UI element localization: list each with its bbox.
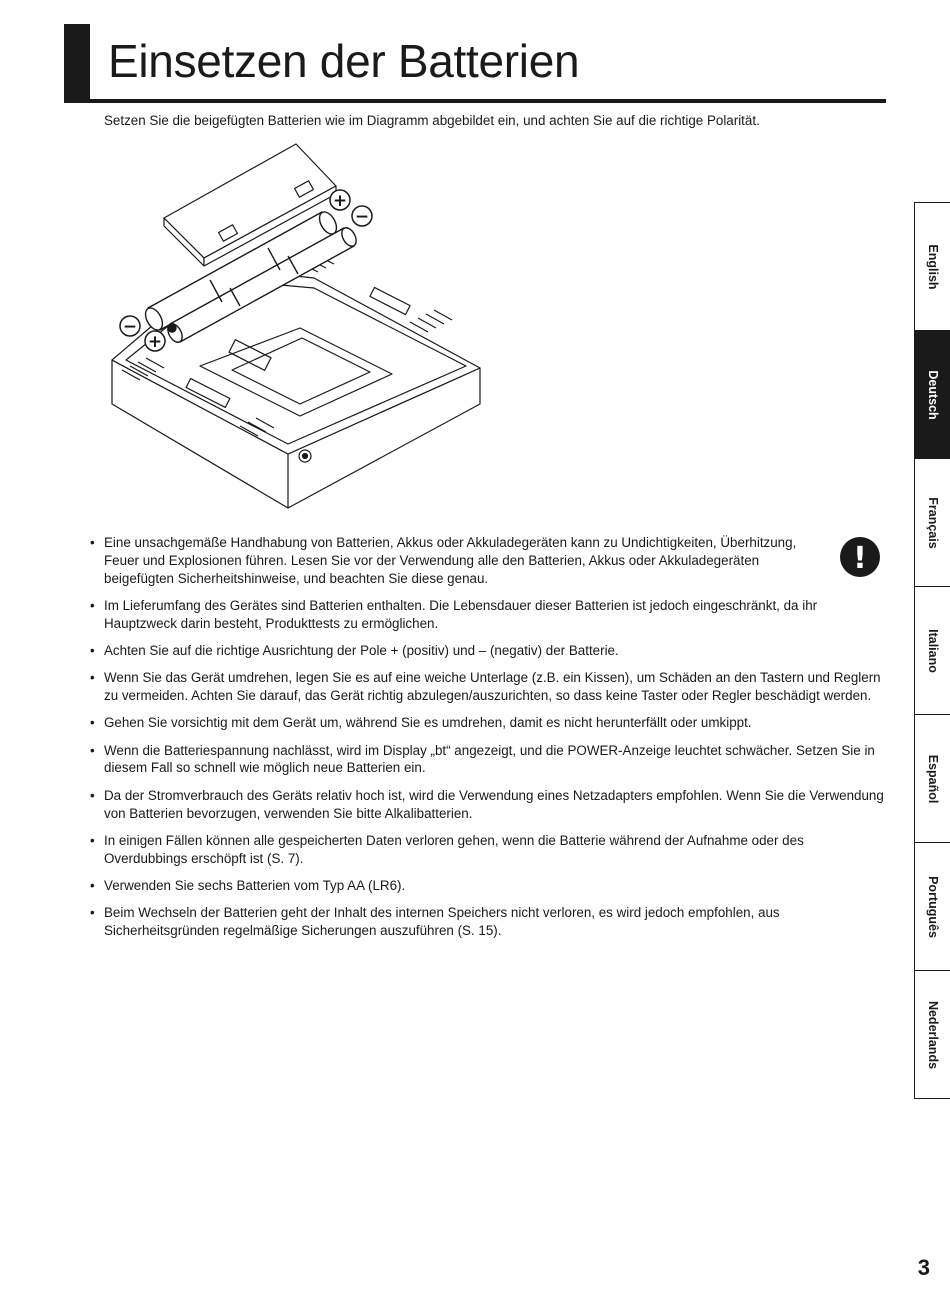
list-item bbox=[90, 904, 890, 940]
bullet: • bbox=[90, 832, 95, 848]
bullet: • bbox=[90, 787, 95, 803]
list-item bbox=[90, 669, 890, 705]
polarity-minus-bottom-icon bbox=[120, 316, 140, 337]
tab-label: Español bbox=[925, 754, 940, 804]
tab-francais[interactable] bbox=[914, 459, 950, 587]
title-underline bbox=[64, 99, 886, 103]
svg-text:+: + bbox=[332, 191, 348, 211]
bullet: • bbox=[90, 715, 95, 731]
language-tabs bbox=[914, 202, 950, 1103]
note-text: Beim Wechseln der Batterien geht der Inhalt des internen Speichers nicht verloren, es wird jedoch empfohlen, aus Sicherheitsgründen regelmäßige Sicherungen auszuführen (S. 15). bbox=[104, 905, 780, 939]
svg-text:−: − bbox=[122, 317, 138, 337]
notes-list bbox=[90, 534, 890, 949]
svg-text:!: ! bbox=[853, 541, 867, 576]
tab-deutsch[interactable] bbox=[914, 331, 950, 459]
note-text: Achten Sie auf die richtige Ausrichtung der Pole + (positiv) und – (negativ) der Batterie. bbox=[104, 642, 619, 658]
page-title: Einsetzen der Batterien bbox=[108, 35, 580, 87]
device-bottom-housing bbox=[112, 254, 480, 508]
note-text: Im Lieferumfang des Gerätes sind Batterien enthalten. Die Lebensdauer dieser Batterien ist jedoch eingeschränkt, da ihr Hauptzweck darin besteht, Produkttests zu ermöglichen. bbox=[104, 597, 818, 631]
note-text: Gehen Sie vorsichtig mit dem Gerät um, während Sie es umdrehen, damit es nicht herunterfällt oder umkippt. bbox=[104, 715, 752, 731]
note-text: Wenn die Batteriespannung nachlässt, wird im Display „bt“ angezeigt, und die POWER-Anzeige leuchtet schwächer. Setzen Sie in diesem Fall so schnell wie möglich neue Batterien ein. bbox=[104, 742, 875, 776]
note-text: Verwenden Sie sechs Batterien vom Typ AA (LR6). bbox=[104, 877, 406, 893]
title-accent-bar bbox=[64, 24, 90, 102]
polarity-plus-bottom-icon bbox=[145, 331, 165, 352]
polarity-minus-top-icon bbox=[352, 206, 372, 227]
list-item bbox=[90, 597, 890, 633]
page-number: 3 bbox=[917, 1255, 930, 1280]
bullet: • bbox=[90, 642, 95, 658]
list-item bbox=[90, 742, 890, 778]
tab-label: Nederlands bbox=[925, 1000, 940, 1070]
tab-label: English bbox=[925, 244, 940, 290]
bullet: • bbox=[90, 670, 95, 686]
list-item bbox=[90, 534, 824, 587]
list-item bbox=[90, 714, 890, 732]
svg-text:−: − bbox=[354, 207, 370, 227]
tab-italiano[interactable] bbox=[914, 587, 950, 715]
tab-portugues[interactable] bbox=[914, 843, 950, 971]
list-item bbox=[90, 787, 890, 823]
list-item bbox=[90, 877, 890, 895]
tab-english[interactable] bbox=[914, 203, 950, 331]
tab-label: Português bbox=[925, 876, 940, 938]
bullet: • bbox=[90, 877, 95, 893]
tab-label: Français bbox=[925, 497, 940, 549]
bullet: • bbox=[90, 597, 95, 613]
polarity-plus-top-icon bbox=[330, 190, 350, 211]
bullet: • bbox=[90, 535, 95, 550]
list-item bbox=[90, 832, 890, 868]
tab-nederlands[interactable] bbox=[914, 971, 950, 1099]
note-text: Da der Stromverbrauch des Geräts relativ hoch ist, wird die Verwendung eines Netzadapters empfohlen. Wenn Sie die Verwendung von Batterien bevorzugen, verwenden Sie bitte Alkalibatterien. bbox=[104, 787, 884, 821]
tab-espanol[interactable] bbox=[914, 715, 950, 843]
tab-label: Italiano bbox=[925, 629, 940, 673]
bullet: • bbox=[90, 905, 95, 921]
note-text: Wenn Sie das Gerät umdrehen, legen Sie es auf eine weiche Unterlage (z.B. ein Kissen), um Schäden an den Tastern und Reglern zu vermeiden. Achten Sie darauf, das Gerät richtig abzulegen/auszurichten, so dass keine Taster oder Regler beschädigt werden. bbox=[104, 670, 881, 704]
tab-label: Deutsch bbox=[925, 370, 940, 420]
note-text: In einigen Fällen können alle gespeicherten Daten verloren gehen, wenn die Batterie während der Aufnahme oder des Overdubbings erschöpft ist (S. 7). bbox=[104, 832, 804, 866]
svg-text:+: + bbox=[147, 332, 163, 352]
battery-installation-diagram bbox=[100, 138, 500, 510]
note-text: Eine unsachgemäße Handhabung von Batterien, Akkus oder Akkuladegeräten kann zu Undichtigkeiten, Überhitzung, Feuer und Explosionen führen. Lesen Sie vor der Verwendung alle den Batterien, Akkus oder Akkuladegeräten beigefügten Sicherheitshinweise, und beachten Sie diese genau. bbox=[104, 535, 797, 586]
bullet: • bbox=[90, 742, 95, 758]
list-item bbox=[90, 642, 890, 660]
intro-text: Setzen Sie die beigefügten Batterien wie im Diagramm abgebildet ein, und achten Sie auf die richtige Polarität. bbox=[104, 113, 760, 128]
